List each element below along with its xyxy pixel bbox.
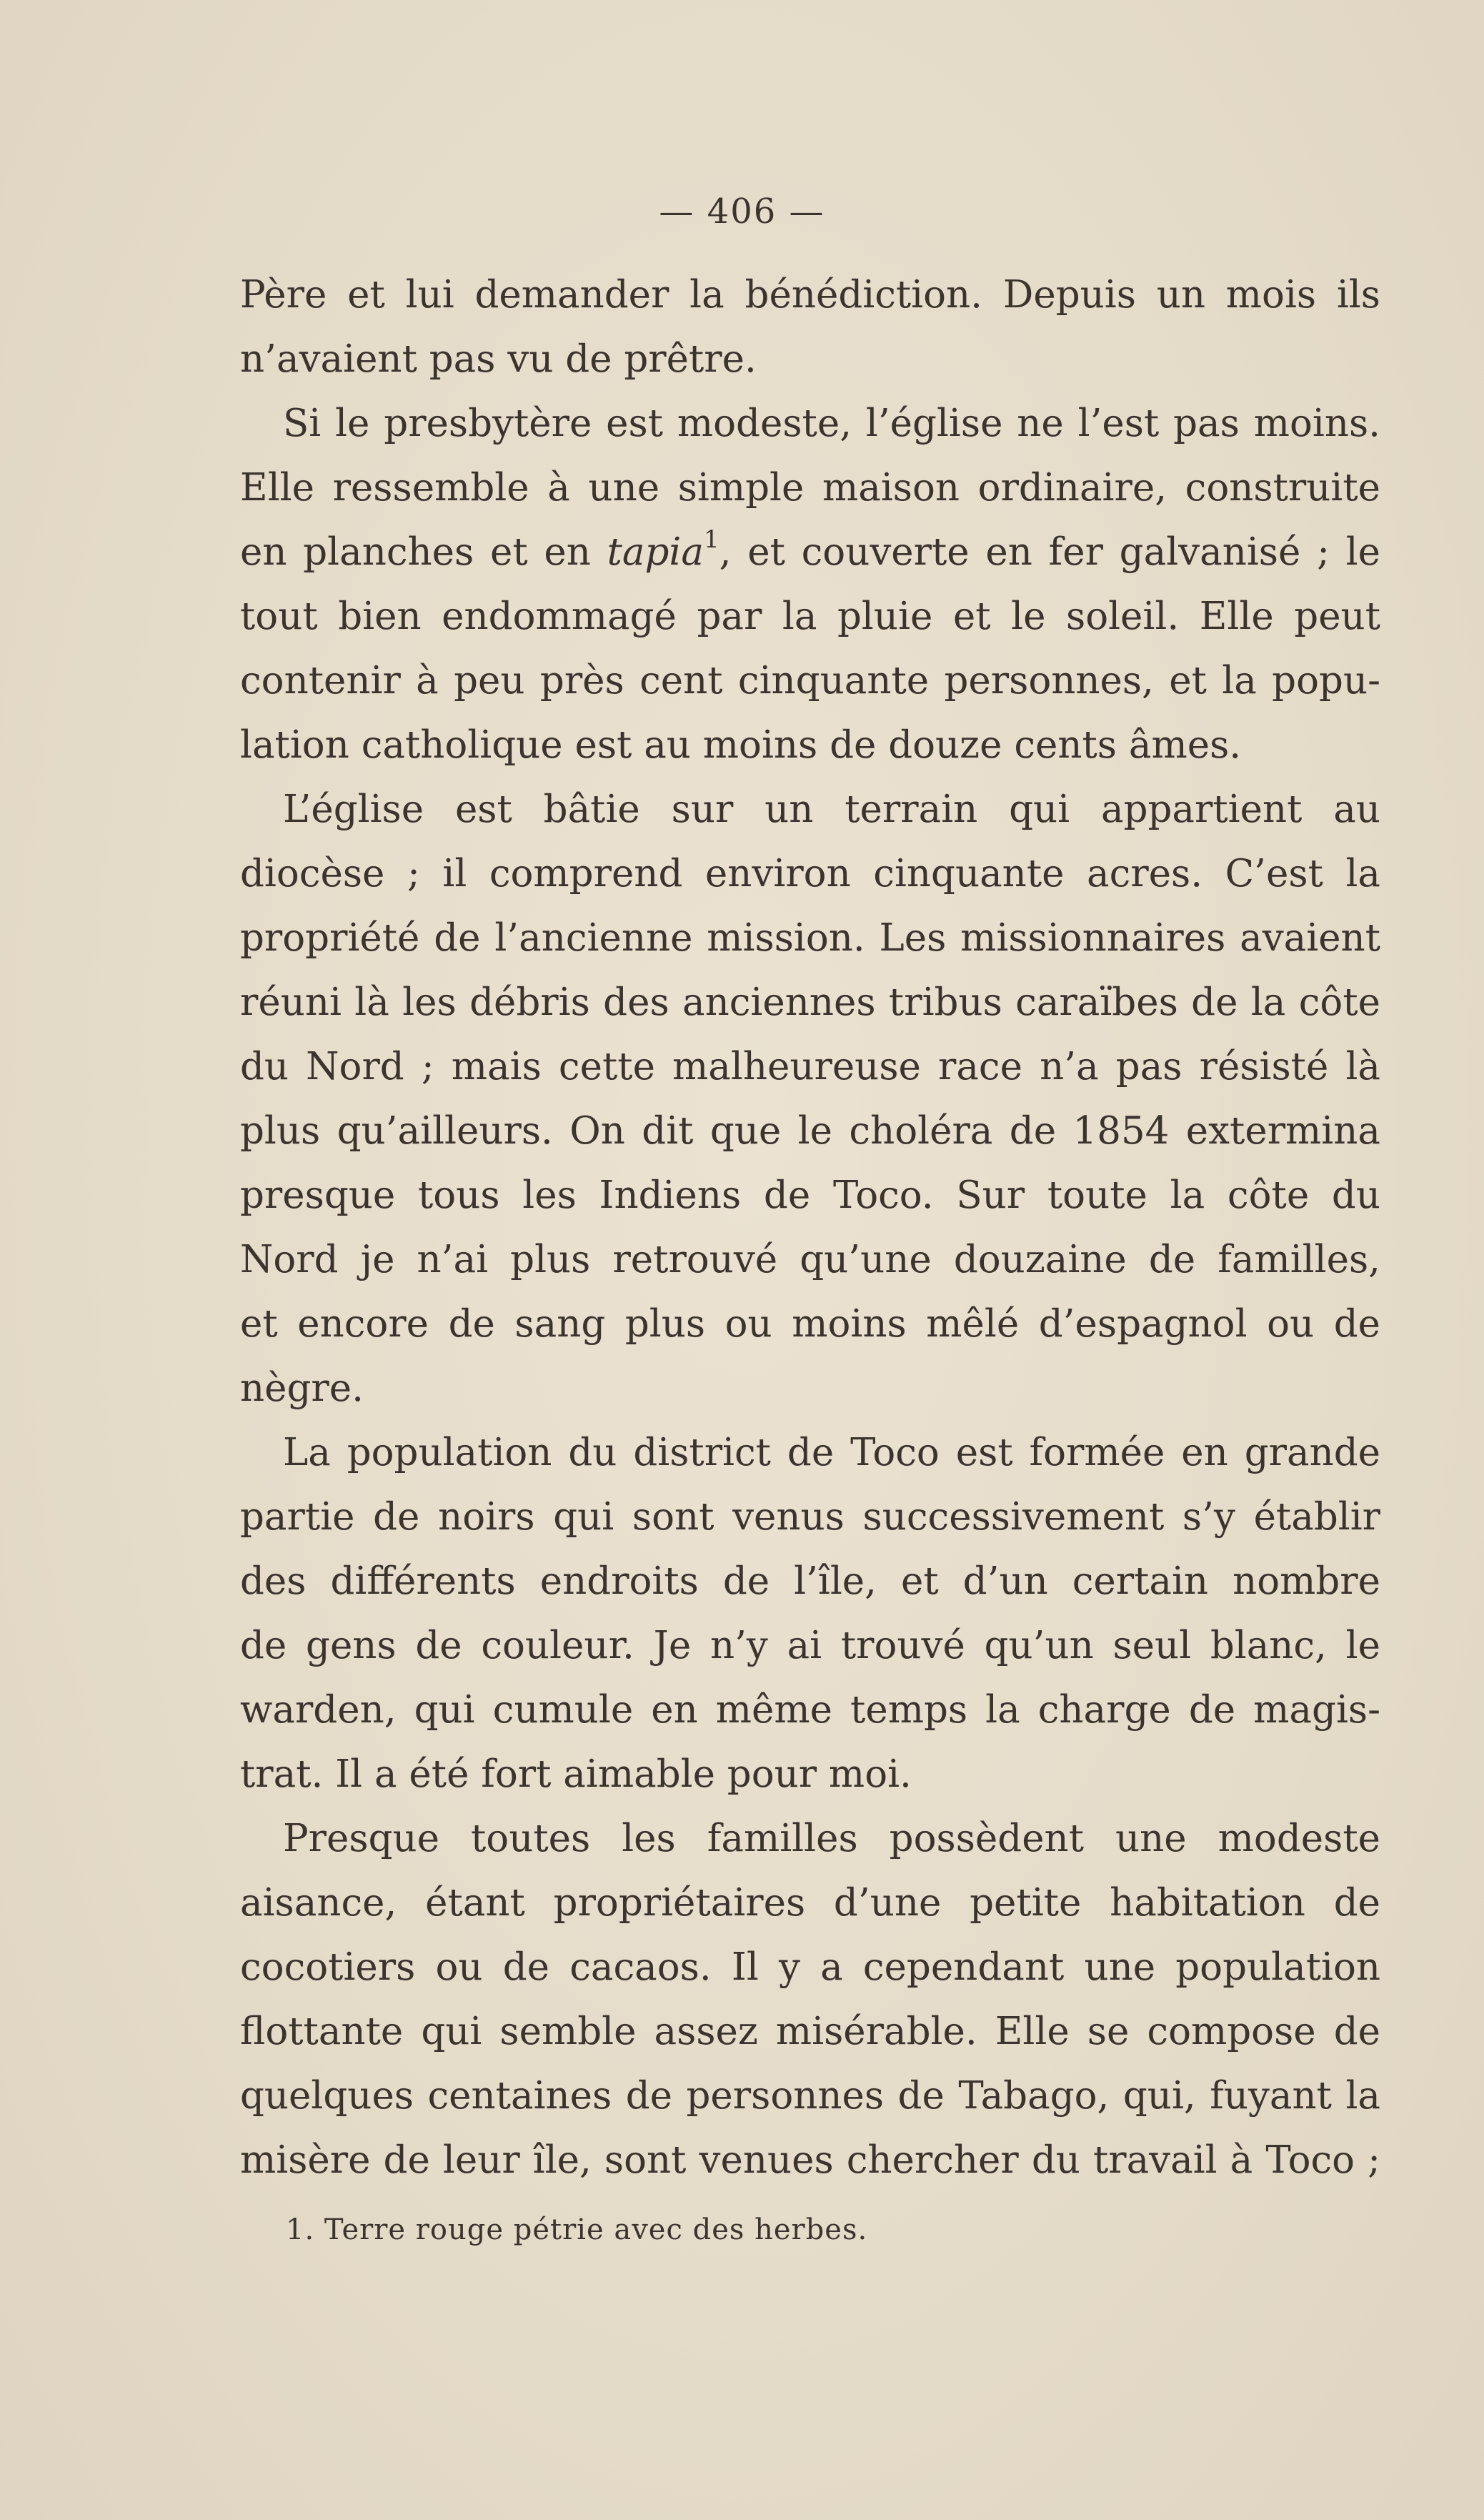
text-fragment: , et couverte en fer galvanisé ; le: [719, 530, 1380, 574]
emphasized-word: tapia: [607, 530, 704, 574]
page-number: — 406 —: [659, 192, 825, 232]
text-line: La population du district de Toco est formée en grande: [283, 1431, 1380, 1474]
text-line: [240, 520, 1380, 585]
text-line: Presque toutes les familles possèdent une modeste: [283, 1817, 1380, 1860]
text-line: propriété de l’ancienne mission. Les missionnaires avaient: [240, 916, 1380, 960]
text-line: des différents endroits de l’île, et d’un certain nombre: [240, 1559, 1380, 1603]
text-line: Père et lui demander la bénédiction. Depuis un mois ils: [240, 273, 1380, 317]
text-line: Elle ressemble à une simple maison ordinaire, construite: [240, 466, 1380, 510]
body-text: [240, 263, 1380, 2193]
text-line: nègre.: [240, 1366, 364, 1410]
text-line: contenir à peu près cent cinquante personnes, et la popu-: [240, 659, 1380, 703]
footnote: 1. Terre rouge pétrie avec des herbes.: [286, 2213, 868, 2246]
text-fragment: en planches et en: [240, 530, 607, 574]
text-line: L’église est bâtie sur un terrain qui appartient au: [283, 788, 1380, 831]
text-line: quelques centaines de personnes de Tabago, qui, fuyant la: [240, 2074, 1380, 2118]
text-line: warden, qui cumule en même temps la charge de magis-: [240, 1688, 1380, 1732]
footnote-reference: 1: [703, 525, 719, 554]
text-line: misère de leur île, sont venues chercher du travail à Toco ;: [240, 2138, 1380, 2182]
text-line: et encore de sang plus ou moins mêlé d’espagnol ou de: [240, 1302, 1380, 1346]
text-line: Nord je n’ai plus retrouvé qu’une douzaine de familles,: [240, 1238, 1380, 1281]
text-line: flottante qui semble assez misérable. Elle se compose de: [240, 2010, 1380, 2053]
text-line: cocotiers ou de cacaos. Il y a cependant une population: [240, 1945, 1380, 1989]
text-line: plus qu’ailleurs. On dit que le choléra de 1854 extermina: [240, 1109, 1380, 1153]
text-line: lation catholique est au moins de douze cents âmes.: [240, 723, 1242, 767]
text-line: de gens de couleur. Je n’y ai trouvé qu’un seul blanc, le: [240, 1624, 1380, 1667]
text-line: du Nord ; mais cette malheureuse race n’a pas résisté là: [240, 1045, 1380, 1088]
text-line: réuni là les débris des anciennes tribus caraïbes de la côte: [240, 981, 1380, 1024]
text-line: Si le presbytère est modeste, l’église ne l’est pas moins.: [283, 402, 1380, 445]
text-line: presque tous les Indiens de Toco. Sur toute la côte du: [240, 1174, 1380, 1217]
text-line: tout bien endommagé par la pluie et le soleil. Elle peut: [240, 595, 1380, 638]
text-line: diocèse ; il comprend environ cinquante acres. C’est la: [240, 852, 1380, 896]
text-line: partie de noirs qui sont venus successivement s’y établir: [240, 1495, 1380, 1539]
text-line: trat. Il a été fort aimable pour moi.: [240, 1752, 912, 1796]
text-line: n’avaient pas vu de prêtre.: [240, 337, 757, 381]
text-line: aisance, étant propriétaires d’une petite habitation de: [240, 1881, 1380, 1925]
